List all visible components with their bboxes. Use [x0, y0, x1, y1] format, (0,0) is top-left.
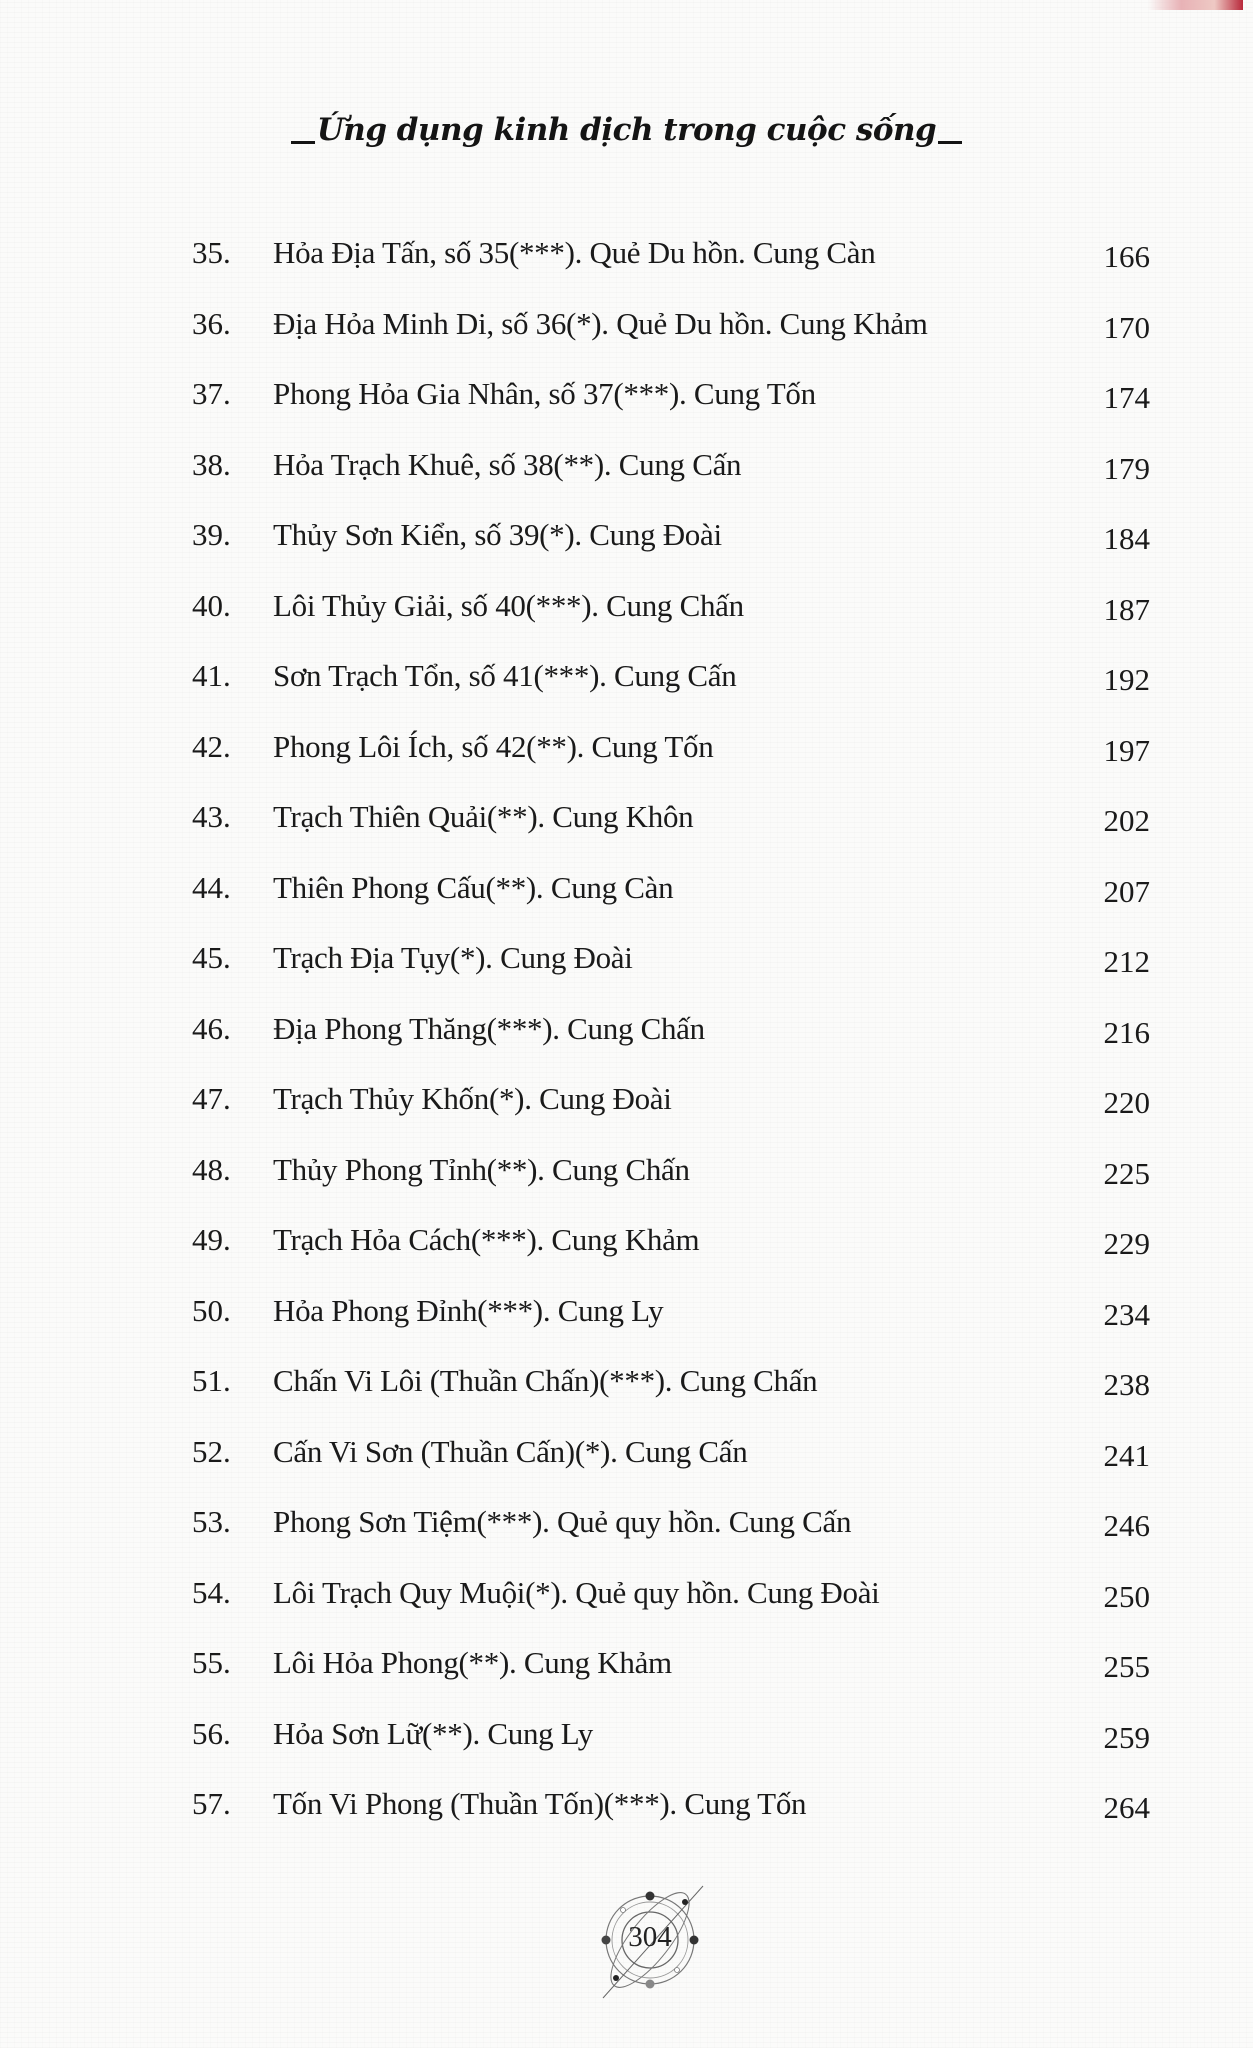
- toc-entry-page: 187: [1103, 591, 1150, 627]
- toc-entry-page: 220: [1103, 1085, 1150, 1120]
- toc-entry-number: 43.: [192, 799, 231, 834]
- toc-entry-number: 46.: [192, 1010, 231, 1046]
- toc-entry-number: 42.: [192, 728, 231, 764]
- toc-entry-page: 212: [1103, 944, 1150, 979]
- toc-entry-title: Thủy Phong Tỉnh(**). Cung Chấn: [273, 1151, 690, 1187]
- toc-entry-title: Trạch Hỏa Cách(***). Cung Khảm: [273, 1222, 700, 1257]
- toc-entry: [0, 445, 1253, 516]
- toc-entry: [0, 1573, 1253, 1644]
- toc-entry: [0, 1079, 1253, 1150]
- toc-entry-page: 174: [1103, 380, 1150, 415]
- toc-entry-number: 52.: [192, 1433, 231, 1469]
- toc-entry-title: Địa Hỏa Minh Di, số 36(*). Quẻ Du hồn. Cung Khảm: [273, 305, 928, 341]
- toc-entry-title: Phong Hỏa Gia Nhân, số 37(***). Cung Tốn: [273, 376, 816, 411]
- toc-entry-page: 192: [1103, 662, 1150, 697]
- toc-entry-title: Lôi Thủy Giải, số 40(***). Cung Chấn: [273, 587, 744, 623]
- toc-entry-page: 225: [1103, 1155, 1150, 1191]
- toc-entry-title: Thủy Sơn Kiển, số 39(*). Cung Đoài: [273, 517, 722, 552]
- toc-entry-number: 55.: [192, 1645, 231, 1680]
- toc-entry-title: Địa Phong Thăng(***). Cung Chấn: [273, 1010, 705, 1046]
- toc-entry: [0, 1009, 1253, 1080]
- toc-entry: [0, 656, 1253, 727]
- toc-entry-page: 184: [1103, 521, 1150, 556]
- toc-entry-title: Hỏa Sơn Lữ(**). Cung Ly: [273, 1715, 593, 1751]
- toc-entry-title: Cấn Vi Sơn (Thuần Cấn)(*). Cung Cấn: [273, 1433, 748, 1469]
- toc-entry: [0, 1432, 1253, 1503]
- page-number: 304: [628, 1921, 672, 1953]
- toc-entry-number: 54.: [192, 1574, 231, 1610]
- toc-entry-page: 207: [1103, 873, 1150, 909]
- toc-entry-number: 56.: [192, 1715, 231, 1751]
- header-rule-left: [291, 141, 315, 144]
- toc-entry-number: 37.: [192, 376, 231, 411]
- toc-entry: [0, 1784, 1253, 1855]
- toc-entry-page: 216: [1103, 1014, 1150, 1050]
- toc-entry-number: 49.: [192, 1222, 231, 1257]
- toc-entry-title: Sơn Trạch Tổn, số 41(***). Cung Cấn: [273, 658, 737, 693]
- toc-entry-title: Thiên Phong Cấu(**). Cung Càn: [273, 869, 674, 905]
- toc-entry-number: 35.: [192, 235, 231, 270]
- toc-entry: [0, 938, 1253, 1009]
- toc-entry-number: 36.: [192, 305, 231, 341]
- toc-entry-page: 197: [1103, 732, 1150, 768]
- toc-entry: [0, 727, 1253, 798]
- toc-entry: [0, 1361, 1253, 1432]
- toc-entry-page: 241: [1103, 1437, 1150, 1473]
- toc-entry-number: 48.: [192, 1151, 231, 1187]
- toc-entry-title: Phong Lôi Ích, số 42(**). Cung Tốn: [273, 728, 714, 764]
- toc-entry-number: 47.: [192, 1081, 231, 1116]
- toc-entry-page: 234: [1103, 1296, 1150, 1332]
- toc-entry-number: 53.: [192, 1504, 231, 1539]
- running-title: Ứng dụng kinh dịch trong cuộc sống: [316, 112, 937, 148]
- toc-entry: [0, 304, 1253, 375]
- toc-entry-title: Hỏa Địa Tấn, số 35(***). Quẻ Du hồn. Cung Càn: [273, 235, 876, 270]
- page-corner-accent: [1148, 0, 1243, 10]
- toc-entry-title: Trạch Địa Tụy(*). Cung Đoài: [273, 940, 633, 975]
- toc-entry-number: 51.: [192, 1363, 231, 1398]
- toc-entry: [0, 797, 1253, 868]
- toc-entry-number: 38.: [192, 446, 231, 482]
- toc-entry-page: 255: [1103, 1649, 1150, 1684]
- toc-entry-page: 179: [1103, 450, 1150, 486]
- running-header: [0, 112, 1253, 148]
- header-rule-right: [938, 141, 962, 144]
- toc-entry: [0, 515, 1253, 586]
- toc-entry-page: 259: [1103, 1719, 1150, 1755]
- toc-entry-number: 45.: [192, 940, 231, 975]
- toc-entry-page: 264: [1103, 1790, 1150, 1825]
- toc-entry: [0, 1150, 1253, 1221]
- toc-entry-title: Hỏa Trạch Khuê, số 38(**). Cung Cấn: [273, 446, 742, 482]
- toc-entry-page: 229: [1103, 1226, 1150, 1261]
- toc-entry-page: 238: [1103, 1367, 1150, 1402]
- toc-entry: [0, 586, 1253, 657]
- table-of-contents: [0, 233, 1253, 1855]
- toc-entry: [0, 1502, 1253, 1573]
- toc-entry: [0, 374, 1253, 445]
- toc-entry-title: Trạch Thủy Khốn(*). Cung Đoài: [273, 1081, 672, 1116]
- toc-entry: [0, 868, 1253, 939]
- toc-entry-title: Lôi Trạch Quy Muội(*). Quẻ quy hồn. Cung Đoài: [273, 1574, 880, 1610]
- toc-entry: [0, 1714, 1253, 1785]
- toc-entry: [0, 1643, 1253, 1714]
- toc-entry-page: 166: [1103, 239, 1150, 274]
- toc-entry-title: Trạch Thiên Quải(**). Cung Khôn: [273, 799, 694, 834]
- toc-entry-number: 40.: [192, 587, 231, 623]
- toc-entry-page: 250: [1103, 1578, 1150, 1614]
- toc-entry: [0, 233, 1253, 304]
- toc-entry-title: Tốn Vi Phong (Thuần Tốn)(***). Cung Tốn: [273, 1786, 807, 1821]
- toc-entry-title: Chấn Vi Lôi (Thuần Chấn)(***). Cung Chấn: [273, 1363, 818, 1398]
- toc-entry-page: 170: [1103, 309, 1150, 345]
- toc-entry-title: Hỏa Phong Đỉnh(***). Cung Ly: [273, 1292, 664, 1328]
- toc-entry: [0, 1291, 1253, 1362]
- toc-entry: [0, 1220, 1253, 1291]
- toc-entry-page: 246: [1103, 1508, 1150, 1543]
- toc-entry-page: 202: [1103, 803, 1150, 838]
- toc-entry-number: 50.: [192, 1292, 231, 1328]
- toc-entry-title: Phong Sơn Tiệm(***). Quẻ quy hồn. Cung Cấn: [273, 1504, 852, 1539]
- toc-entry-number: 57.: [192, 1786, 231, 1821]
- page-number-ornament: [585, 1880, 715, 2000]
- toc-entry-number: 44.: [192, 869, 231, 905]
- toc-entry-title: Lôi Hỏa Phong(**). Cung Khảm: [273, 1645, 672, 1680]
- toc-entry-number: 39.: [192, 517, 231, 552]
- toc-entry-number: 41.: [192, 658, 231, 693]
